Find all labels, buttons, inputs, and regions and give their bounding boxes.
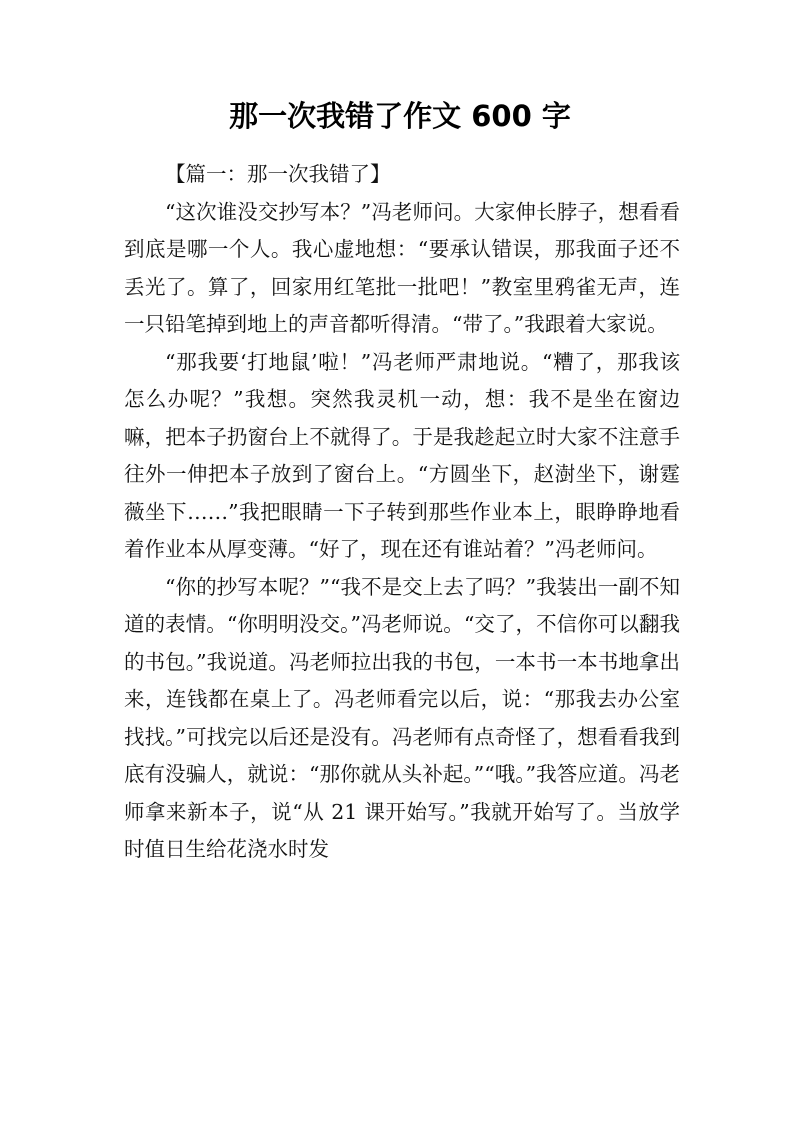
document-body — [124, 156, 680, 869]
section-heading: 【篇一：那一次我错了】 — [165, 162, 391, 186]
paragraph-2: “那我要‘打地鼠’啦！”冯老师严肃地说。“糟了，那我该怎么办呢？”我想。突然我灵机一动，想：我不是坐在窗边嘛，把本子扔窗台上不就得了。于是我趁起立时大家不注意手往外一伸把本子放到了窗台上。“方圆坐下，赵澍坐下，谢霆薇坐下……”我把眼睛一下子转到那些作业本上，眼睁睁地看着作业本从厚变薄。“好了，现在还有谁站着？”冯老师问。 — [124, 349, 680, 561]
document-title: 那一次我错了作文 600 字 — [229, 99, 571, 133]
paragraph-1: “这次谁没交抄写本？”冯老师问。大家伸长脖子，想看看到底是哪一个人。我心虚地想：“要承认错误，那我面子还不丢光了。算了，回家用红笔批一批吧！”教室里鸦雀无声，连一只铅笔掉到地上的声音都听得清。“带了。”我跟着大家说。 — [124, 199, 680, 336]
paragraph-3: “你的抄写本呢？”“我不是交上去了吗？”我装出一副不知道的表情。“你明明没交。”冯老师说。“交了，不信你可以翻我的书包。”我说道。冯老师拉出我的书包，一本书一本书地拿出来，连钱都在桌上了。冯老师看完以后，说：“那我去办公室找找。”可找完以后还是没有。冯老师有点奇怪了，想看看我到底有没骗人，就说：“那你就从头补起。”“哦。”我答应道。冯老师拿来新本子，说“从 21 课开始写。”我就开始写了。当放学时值日生给花浇水时发 — [124, 574, 680, 861]
